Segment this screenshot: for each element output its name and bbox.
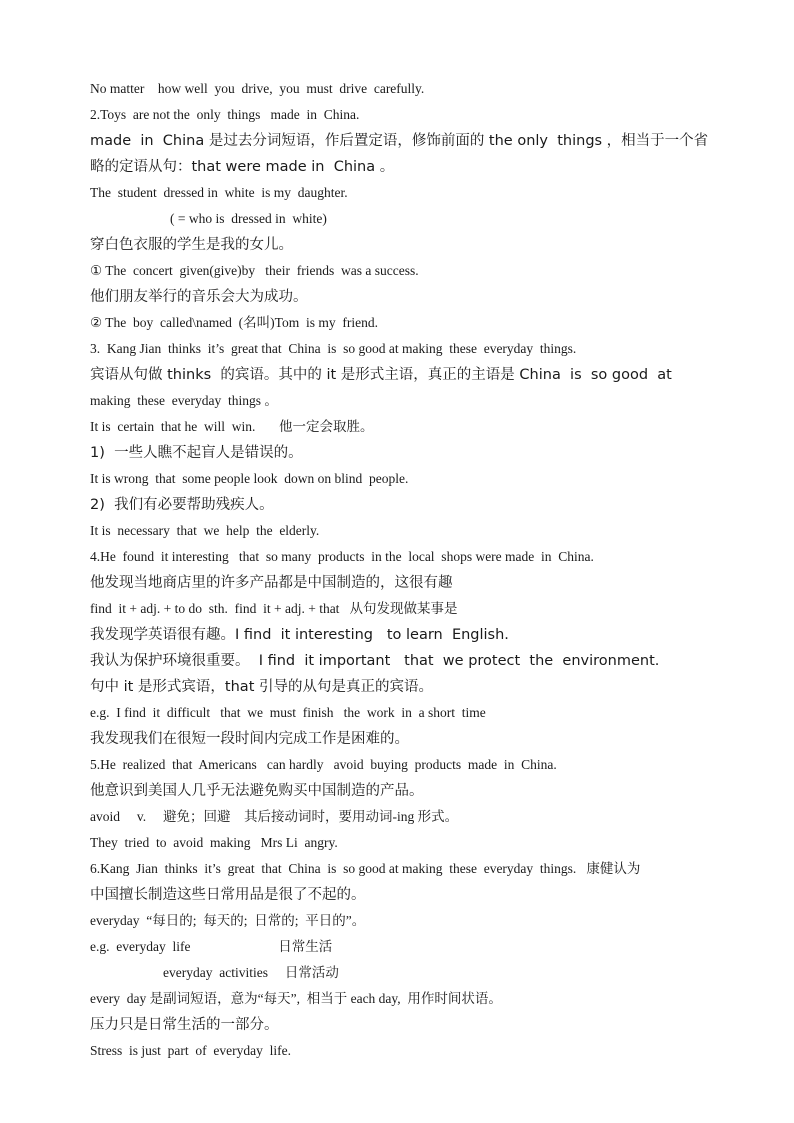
text-line: every day 是副词短语，意为“每天”, 相当于 each day, 用作时间状语。 [90, 991, 502, 1006]
text-line: 1) 一些人瞧不起盲人是错误的。 [90, 445, 303, 461]
text-line: 我发现我们在很短一段时间内完成工作是困难的。 [90, 731, 409, 747]
text-line: e.g. everyday life 日常生活 [90, 939, 333, 954]
text-line: find it + adj. + to do sth. find it + adj. + that 从句发现做某事是 [90, 601, 458, 616]
text-line: avoid v. 避免；回避 其后接动词时，要用动词-ing 形式。 [90, 809, 459, 824]
text-line: 宾语从句做 thinks 的宾语。其中的 it 是形式主语，真正的主语是 China is so good at [90, 367, 672, 383]
text-line: ( = who is dressed in white) [170, 211, 327, 226]
text-line: 2) 我们有必要帮助残疾人。 [90, 497, 274, 513]
text-line: made in China 是过去分词短语，作后置定语，修饰前面的 the only things ，相当于一个省 [90, 133, 709, 149]
text-line: e.g. I find it difficult that we must finish the work in a short time [90, 705, 486, 720]
text-line: 中国擅长制造这些日常用品是很了不起的。 [90, 887, 366, 903]
text-line: 他发现当地商店里的许多产品都是中国制造的，这很有趣 [90, 575, 453, 591]
text-line: 3. Kang Jian thinks it’s great that China is so good at making these everyday things. [90, 341, 577, 356]
text-line: 他们朋友举行的音乐会大为成功。 [90, 289, 308, 305]
text-line: 4.He found it interesting that so many products in the local shops were made in China. [90, 549, 594, 564]
text-line: They tried to avoid making Mrs Li angry. [90, 835, 338, 850]
text-line: 压力只是日常生活的一部分。 [90, 1017, 279, 1033]
text-line: It is necessary that we help the elderly. [90, 523, 320, 538]
text-line: It is certain that he will win. 他一定会取胜。 [90, 419, 374, 434]
text-line: 我发现学英语很有趣。I find it interesting to learn English. [90, 627, 509, 643]
text-line: 5.He realized that Americans can hardly avoid buying products made in China. [90, 757, 557, 772]
text-line: 他意识到美国人几乎无法避免购买中国制造的产品。 [90, 783, 424, 799]
text-line: It is wrong that some people look down on blind people. [90, 471, 409, 486]
text-line: 我认为保护环境很重要。 I find it important that we protect the environment. [90, 653, 660, 669]
text-line: ① The concert given(give)by their friends was a success. [90, 263, 419, 278]
text-line: everyday activities 日常活动 [163, 965, 339, 980]
text-line: 略的定语从句：that were made in China 。 [90, 159, 395, 175]
text-line: 句中 it 是形式宾语，that 引导的从句是真正的宾语。 [90, 679, 433, 695]
text-line: everyday “每日的; 每天的; 日常的; 平日的”。 [90, 913, 366, 928]
text-line: No matter how well you drive, you must drive carefully. [90, 81, 425, 96]
text-line: making these everyday things 。 [90, 393, 278, 408]
text-line: ② The boy called\named (名叫)Tom is my friend. [90, 315, 378, 330]
text-line: 穿白色衣服的学生是我的女儿。 [90, 237, 293, 253]
text-line: 6.Kang Jian thinks it’s great that China is so good at making these everyday things. 康健认为 [90, 861, 641, 876]
text-line: Stress is just part of everyday life. [90, 1043, 291, 1058]
text-line: The student dressed in white is my daughter. [90, 185, 348, 200]
text-line: 2.Toys are not the only things made in China. [90, 107, 360, 122]
